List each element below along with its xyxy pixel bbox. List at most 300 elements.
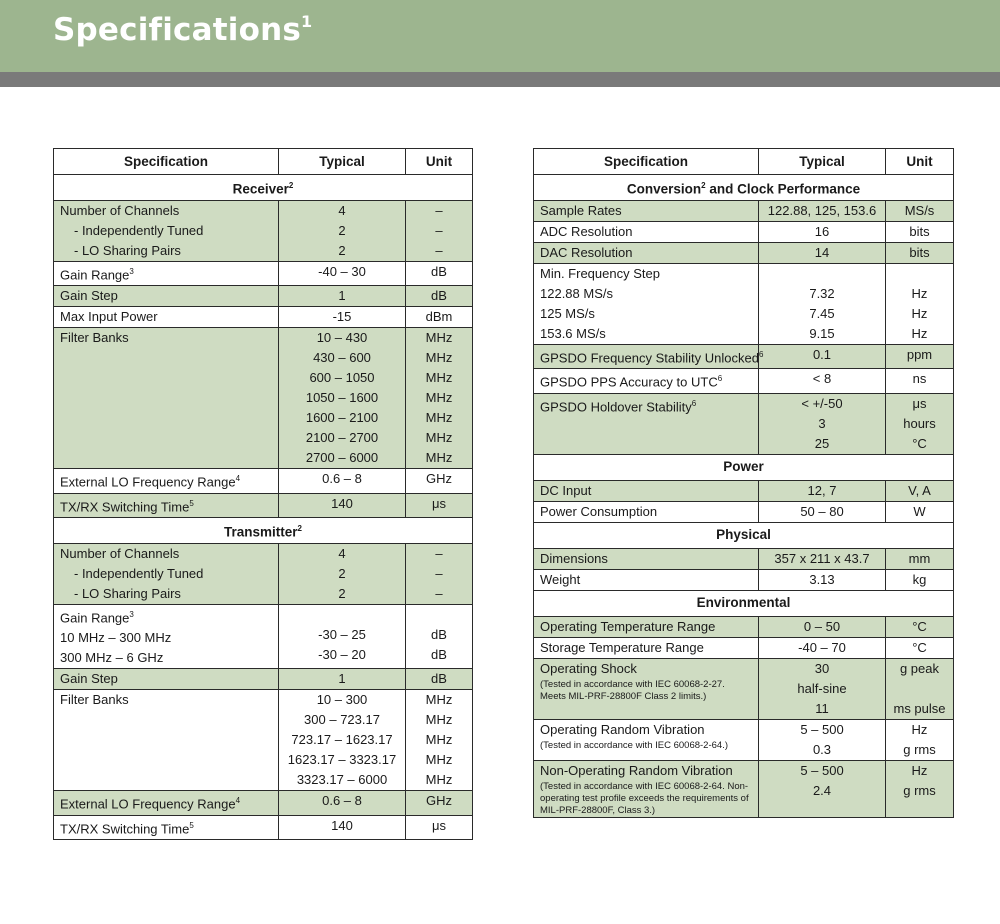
- spec-cell: [54, 307, 279, 328]
- typical-cell: [279, 328, 406, 469]
- typical-value: 12, 7: [807, 482, 837, 498]
- typical-cell: [279, 469, 406, 493]
- typical-value: 4: [338, 545, 346, 561]
- section-heading: [534, 175, 954, 201]
- spec-label: Non-Operating Random Vibration: [540, 762, 733, 778]
- unit-value: °C: [912, 639, 927, 655]
- spec-label: [60, 816, 272, 839]
- spec-label: Filter Banks: [60, 330, 129, 346]
- table-row: [54, 604, 473, 668]
- unit-value: MHz: [425, 390, 453, 406]
- spec-label-text: GPSDO Holdover Stability: [540, 398, 692, 414]
- typical-value: 300 – 723.17: [304, 712, 380, 728]
- unit-value: dB: [431, 646, 447, 662]
- table-row: [54, 543, 473, 604]
- section-heading: [534, 590, 954, 616]
- spec-cell: [54, 604, 279, 668]
- typical-value: 0.6 – 8: [322, 471, 362, 487]
- spec-cell: [534, 501, 759, 522]
- table-row: [54, 815, 473, 839]
- table-row: [534, 369, 954, 393]
- unit-cell: [886, 243, 954, 264]
- typical-value: 1623.17 – 3323.17: [287, 752, 397, 768]
- spec-label: [60, 262, 272, 285]
- spec-cell: [534, 548, 759, 569]
- section-heading: [54, 175, 473, 201]
- typical-cell: [279, 493, 406, 517]
- typical-cell: [759, 501, 886, 522]
- table-header-row: [54, 149, 473, 175]
- unit-value: W: [913, 503, 926, 519]
- spec-cell: [54, 328, 279, 469]
- section-heading-row: [534, 590, 954, 616]
- spec-label: - Independently Tuned: [74, 565, 204, 581]
- unit-cell: [406, 669, 473, 690]
- typical-value: 0 – 50: [803, 618, 841, 634]
- spec-label: DC Input: [540, 482, 592, 498]
- unit-value: Hz: [911, 286, 928, 301]
- power-section: [534, 454, 954, 522]
- spec-cell: [54, 286, 279, 307]
- unit-cell: [406, 815, 473, 839]
- unit-value: dB: [431, 671, 447, 687]
- typical-value: 122.88, 125, 153.6: [767, 203, 877, 218]
- typical-value: < 8: [812, 371, 832, 387]
- unit-value: MHz: [425, 430, 453, 446]
- unit-value: MHz: [425, 410, 453, 426]
- spec-test-note: (Tested in accordance with IEC 60068-2-64. Non-operating test profile exceeds the requirements of MIL-PRF-28800F, Class 3.): [540, 780, 749, 816]
- unit-value: ms pulse: [893, 700, 946, 716]
- typical-value: 14: [814, 245, 830, 260]
- spec-label: Storage Temperature Range: [540, 639, 704, 655]
- unit-cell: [886, 345, 954, 369]
- typical-value: 16: [814, 224, 830, 239]
- header-unit: Unit: [886, 149, 954, 175]
- page-title: Specifications$^1$: [53, 11, 313, 48]
- table-row: [534, 501, 954, 522]
- table-row: [54, 201, 473, 262]
- typical-cell: [279, 604, 406, 668]
- unit-cell: [886, 501, 954, 522]
- spec-cell: [534, 264, 759, 345]
- receiver-section: [54, 175, 473, 518]
- typical-cell: [759, 569, 886, 590]
- spec-label: - Independently Tuned: [74, 223, 204, 238]
- unit-value: dBm: [425, 309, 453, 325]
- section-heading-row: [54, 517, 473, 543]
- typical-value: 7.32: [809, 286, 835, 301]
- typical-value: 10 – 300: [316, 692, 368, 708]
- spec-cell: [534, 393, 759, 454]
- spec-cell: [54, 201, 279, 262]
- environmental-section: [534, 590, 954, 817]
- unit-value: ppm: [906, 347, 933, 362]
- conversion-section: [534, 175, 954, 455]
- typical-cell: [279, 690, 406, 791]
- table-row: [534, 222, 954, 243]
- typical-cell: [279, 307, 406, 328]
- spec-cell: [534, 222, 759, 243]
- typical-value: 4: [338, 203, 346, 218]
- typical-value: 25: [814, 435, 830, 451]
- unit-value: dB: [431, 288, 447, 304]
- spec-label: - LO Sharing Pairs: [74, 585, 181, 601]
- spec-cell: [534, 243, 759, 264]
- spec-label: [60, 605, 272, 628]
- unit-value: –: [435, 545, 443, 561]
- unit-value: bits: [909, 224, 930, 239]
- unit-value: Hz: [911, 306, 928, 321]
- spec-cell: [54, 469, 279, 493]
- spec-label: [60, 494, 272, 517]
- typical-cell: [759, 658, 886, 719]
- table-header-row: [534, 149, 954, 175]
- unit-value: GHz: [426, 793, 452, 809]
- spec-label: - LO Sharing Pairs: [74, 243, 181, 258]
- spec-footnote: 4: [235, 796, 241, 806]
- unit-cell: [886, 264, 954, 345]
- section-heading-text: Transmitter: [224, 524, 298, 540]
- unit-value: [892, 679, 947, 699]
- table-row: [534, 264, 954, 345]
- spec-label: 125 MS/s: [540, 306, 595, 321]
- spec-cell: [534, 719, 759, 760]
- unit-cell: [886, 760, 954, 817]
- typical-value: 2700 – 6000: [305, 450, 379, 466]
- spec-label: Operating Shock: [540, 660, 637, 676]
- spec-footnote: 6: [758, 350, 764, 359]
- spec-label: Sample Rates: [540, 203, 622, 218]
- typical-cell: [759, 243, 886, 264]
- spec-cell: [534, 369, 759, 393]
- page-header: [0, 0, 1000, 72]
- table-row: [54, 469, 473, 493]
- spec-label: Gain Step: [60, 288, 118, 304]
- spec-label: [540, 394, 752, 417]
- unit-value: g peak: [899, 660, 940, 676]
- unit-cell: [886, 393, 954, 454]
- unit-value: mm: [908, 550, 931, 566]
- spec-cell: [54, 262, 279, 286]
- unit-cell: [406, 791, 473, 815]
- unit-value: kg: [912, 571, 927, 587]
- section-heading: [534, 522, 954, 548]
- typical-value: 11: [815, 700, 829, 716]
- section-heading-row: [54, 175, 473, 201]
- unit-value: –: [435, 223, 443, 238]
- spec-label: Weight: [540, 571, 581, 587]
- typical-value: 140: [331, 817, 353, 833]
- spec-label: 300 MHz – 6 GHz: [60, 650, 164, 666]
- unit-cell: [406, 286, 473, 307]
- typical-value: 0.3: [812, 741, 832, 757]
- typical-cell: [759, 264, 886, 345]
- typical-value: 5 – 500: [800, 762, 844, 778]
- typical-value: 2: [338, 243, 346, 258]
- table-row: [534, 637, 954, 658]
- spec-label: Operating Temperature Range: [540, 618, 716, 634]
- section-heading: [54, 517, 473, 543]
- typical-value: 2: [338, 223, 346, 238]
- unit-cell: [406, 543, 473, 604]
- typical-value: [285, 605, 399, 625]
- table-row: [54, 262, 473, 286]
- spec-label: ADC Resolution: [540, 224, 633, 239]
- unit-value: –: [435, 565, 443, 581]
- spec-cell: [534, 480, 759, 501]
- typical-value: 30: [814, 660, 830, 676]
- unit-cell: [886, 637, 954, 658]
- spec-cell: [534, 345, 764, 369]
- typical-cell: [279, 669, 406, 690]
- unit-value: MHz: [425, 752, 453, 768]
- typical-value: 357 x 211 x 43.7: [774, 550, 870, 566]
- table-row: [534, 569, 954, 590]
- table-row: [534, 616, 954, 637]
- spec-footnote: 4: [235, 474, 241, 484]
- table-row: [534, 345, 954, 369]
- typical-value: -30 – 20: [318, 646, 366, 662]
- table-row: [534, 201, 954, 222]
- typical-value: 1: [338, 671, 346, 687]
- section-heading-row: [534, 522, 954, 548]
- unit-value: V, A: [908, 482, 931, 498]
- typical-value: half-sine: [797, 680, 847, 696]
- table-row: [54, 791, 473, 815]
- spec-label: [540, 369, 752, 392]
- section-heading-text: Conversion: [626, 181, 702, 197]
- unit-cell: [886, 480, 954, 501]
- spec-footnote: 6: [691, 398, 697, 408]
- spec-label-text: External LO Frequency Range: [60, 474, 236, 490]
- unit-value: °C: [912, 435, 927, 451]
- unit-value: –: [435, 243, 443, 258]
- spec-label-text: Gain Range: [60, 610, 130, 626]
- typical-value: 2: [338, 585, 346, 601]
- unit-cell: [406, 201, 473, 262]
- unit-value: hours: [903, 415, 936, 431]
- spec-label: [60, 791, 272, 814]
- typical-value: 1: [338, 288, 346, 304]
- spec-footnote: 3: [129, 609, 134, 619]
- table-row: [534, 243, 954, 264]
- header-specification: Specification: [534, 149, 759, 175]
- spec-table-left: [53, 148, 473, 840]
- spec-label-text: TX/RX Switching Time: [60, 820, 190, 836]
- unit-value: Hz: [911, 326, 928, 341]
- unit-cell: [886, 548, 954, 569]
- typical-value: 723.17 – 1623.17: [291, 732, 393, 748]
- unit-value: bits: [909, 245, 930, 260]
- typical-value: 3: [818, 415, 826, 431]
- unit-cell: [406, 469, 473, 493]
- spec-footnote: 5: [189, 820, 194, 830]
- table-row: [54, 690, 473, 791]
- spec-test-note: (Tested in accordance with IEC 60068-2-64.): [540, 739, 728, 751]
- unit-value: MHz: [425, 330, 453, 346]
- spec-label: Filter Banks: [60, 692, 129, 708]
- unit-value: Hz: [911, 762, 928, 778]
- unit-value: dB: [431, 626, 447, 642]
- unit-value: MHz: [425, 350, 453, 366]
- spec-cell: [54, 690, 279, 791]
- unit-cell: [406, 604, 473, 668]
- spec-footnote: 3: [129, 267, 134, 276]
- typical-value: 5 – 500: [800, 721, 844, 737]
- typical-cell: [279, 543, 406, 604]
- typical-value: < +/-50: [801, 395, 843, 411]
- header-unit: Unit: [406, 149, 473, 175]
- table-row: [534, 548, 954, 569]
- unit-value: –: [435, 203, 443, 218]
- section-heading-text: Environmental: [696, 595, 791, 611]
- spec-cell: [534, 616, 759, 637]
- table-row: [54, 307, 473, 328]
- unit-cell: [406, 493, 473, 517]
- spec-label: Max Input Power: [60, 309, 158, 325]
- unit-value: MHz: [425, 772, 453, 788]
- header-specification: Specification: [54, 149, 279, 175]
- spec-cell: [534, 760, 759, 817]
- typical-value: -30 – 25: [318, 626, 366, 642]
- unit-value: g rms: [903, 741, 936, 757]
- section-heading: [534, 454, 954, 480]
- unit-cell: [886, 222, 954, 243]
- spec-label-text: External LO Frequency Range: [60, 796, 236, 812]
- typical-cell: [759, 222, 886, 243]
- unit-value: °C: [912, 618, 927, 634]
- spec-label: Min. Frequency Step: [540, 266, 660, 281]
- table-row: [54, 286, 473, 307]
- spec-label: 122.88 MS/s: [540, 286, 613, 301]
- spec-label: Gain Step: [60, 671, 118, 687]
- typical-cell: [759, 548, 886, 569]
- table-row: [534, 658, 954, 719]
- unit-cell: [406, 307, 473, 328]
- section-heading-text: Power: [723, 459, 764, 475]
- spec-label: DAC Resolution: [540, 245, 633, 260]
- unit-cell: [886, 201, 954, 222]
- typical-cell: [279, 262, 406, 286]
- unit-value: [412, 605, 466, 625]
- table-row: [534, 393, 954, 454]
- spec-label-text: GPSDO Frequency Stability Unlocked: [540, 350, 759, 366]
- spec-label-text: GPSDO PPS Accuracy to UTC: [540, 374, 718, 390]
- typical-cell: [279, 791, 406, 815]
- spec-label: Number of Channels: [60, 203, 180, 218]
- table-row: [534, 480, 954, 501]
- typical-value: -40 – 30: [318, 264, 366, 279]
- typical-cell: [759, 760, 886, 817]
- typical-value: 3323.17 – 6000: [296, 772, 388, 788]
- spec-label: Power Consumption: [540, 503, 658, 519]
- table-row: [534, 760, 954, 817]
- typical-value: -40 – 70: [798, 639, 846, 655]
- typical-value: 600 – 1050: [309, 370, 375, 386]
- unit-value: –: [435, 585, 443, 601]
- header-typical: Typical: [759, 149, 886, 175]
- spec-label: Dimensions: [540, 550, 608, 566]
- typical-value: 1600 – 2100: [305, 410, 379, 426]
- table-row: [534, 719, 954, 760]
- section-heading-note: 2: [701, 180, 706, 190]
- section-heading-text: Receiver: [232, 181, 289, 197]
- spec-label: [540, 345, 764, 368]
- header-divider-bar: [0, 72, 1000, 87]
- spec-cell: [534, 569, 759, 590]
- unit-value: μs: [912, 395, 927, 411]
- spec-footnote: 6: [717, 374, 723, 384]
- typical-value: -15: [332, 309, 352, 325]
- unit-value: GHz: [426, 471, 452, 487]
- spec-cell: [534, 658, 759, 719]
- unit-value: [892, 264, 947, 284]
- unit-value: μs: [432, 817, 446, 833]
- typical-cell: [279, 815, 406, 839]
- spec-table-right: [533, 148, 954, 818]
- spec-cell: [54, 815, 279, 839]
- spec-label: [60, 469, 272, 492]
- table-row: [54, 669, 473, 690]
- unit-value: MHz: [425, 712, 453, 728]
- table-row: [54, 493, 473, 517]
- spec-label: 10 MHz – 300 MHz: [60, 630, 172, 646]
- unit-cell: [886, 616, 954, 637]
- spec-label-text: TX/RX Switching Time: [60, 498, 190, 514]
- typical-cell: [279, 201, 406, 262]
- table-row: [54, 328, 473, 469]
- typical-cell: [759, 637, 886, 658]
- unit-value: Hz: [911, 721, 928, 737]
- spec-cell: [54, 493, 279, 517]
- unit-cell: [886, 658, 954, 719]
- typical-value: 9.15: [809, 326, 835, 341]
- typical-value: 430 – 600: [313, 350, 371, 366]
- typical-value: 0.1: [812, 347, 832, 362]
- spec-cell: [534, 637, 759, 658]
- physical-section: [534, 522, 954, 590]
- section-heading-note: 2: [288, 180, 294, 190]
- typical-value: 2.4: [812, 782, 832, 798]
- typical-cell: [759, 369, 886, 393]
- typical-value: 0.6 – 8: [322, 793, 362, 809]
- section-heading-row: [534, 454, 954, 480]
- section-heading-text: Physical: [716, 527, 771, 543]
- unit-value: g rms: [903, 782, 936, 798]
- typical-value: 3.13: [809, 571, 835, 587]
- section-heading-row: [534, 175, 954, 201]
- typical-cell: [759, 393, 886, 454]
- typical-cell: [279, 286, 406, 307]
- unit-cell: [886, 569, 954, 590]
- typical-value: 1050 – 1600: [305, 390, 379, 406]
- spec-footnote: 5: [189, 498, 194, 508]
- unit-cell: [406, 690, 473, 791]
- typical-value: 2: [338, 565, 346, 581]
- typical-value: 140: [331, 495, 353, 511]
- title-footnote: 1: [301, 11, 313, 31]
- header-typical: Typical: [279, 149, 406, 175]
- spec-test-note: (Tested in accordance with IEC 60068-2-27. Meets MIL-PRF-28800F Class 2 limits.): [540, 678, 725, 702]
- typical-value: 10 – 430: [316, 330, 368, 346]
- unit-cell: [886, 719, 954, 760]
- unit-value: MS/s: [904, 203, 935, 218]
- typical-value: 7.45: [809, 306, 835, 321]
- spec-label: Number of Channels: [60, 545, 180, 561]
- typical-cell: [759, 345, 886, 369]
- unit-cell: [406, 328, 473, 469]
- spec-cell: [54, 543, 279, 604]
